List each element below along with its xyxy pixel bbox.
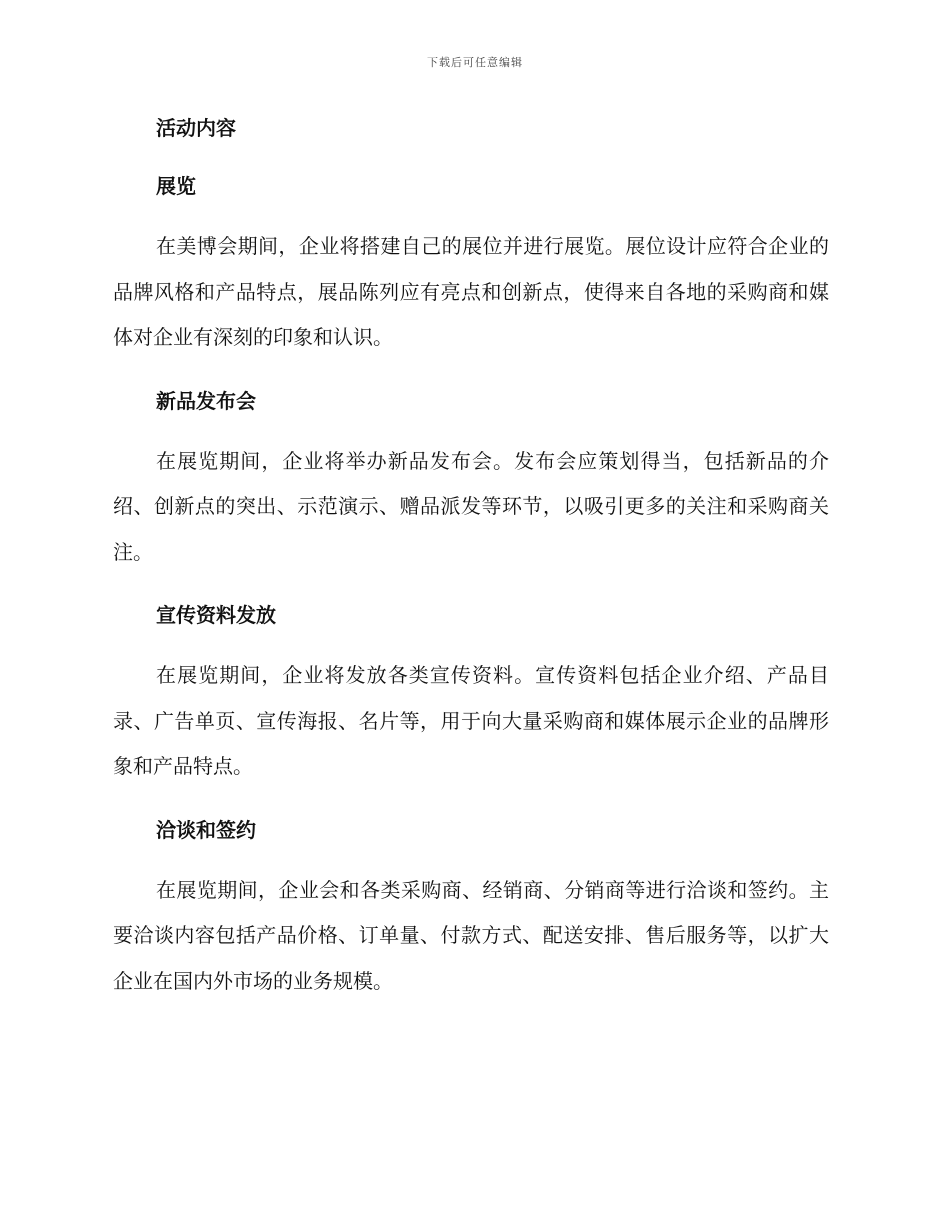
subsection-heading-exhibition: 展览 [156,174,196,198]
header-note: 下载后可任意编辑 [427,56,523,69]
section-title: 活动内容 [156,116,236,140]
paragraph-negotiation: 在展览期间，企业会和各类采购商、经销商、分销商等进行洽谈和签约。主要洽谈内容包括产品价格、订单量、付款方式、配送安排、售后服务等，以扩大企业在国内外市场的业务规模。 [113,877,829,993]
document-body [113,112,829,1028]
subsection-heading-launch-event: 新品发布会 [156,388,256,413]
paragraph-exhibition: 在美博会期间，企业将搭建自己的展位并进行展览。展位设计应符合企业的品牌风格和产品特点，展品陈列应有亮点和创新点，使得来自各地的采购商和媒体对企业有深刻的印象和认识。 [113,234,829,349]
subsection-heading-negotiation: 洽谈和签约 [156,817,256,842]
paragraph-launch-event: 在展览期间，企业将举办新品发布会。发布会应策划得当，包括新品的介绍、创新点的突出、示范演示、赠品派发等环节，以吸引更多的关注和采购商关注。 [113,448,829,564]
paragraph-promo-materials: 在展览期间，企业将发放各类宣传资料。宣传资料包括企业介绍、产品目录、广告单页、宣传海报、名片等，用于向大量采购商和媒体展示企业的品牌形象和产品特点。 [113,663,829,778]
subsection-heading-promo-materials: 宣传资料发放 [156,603,276,627]
